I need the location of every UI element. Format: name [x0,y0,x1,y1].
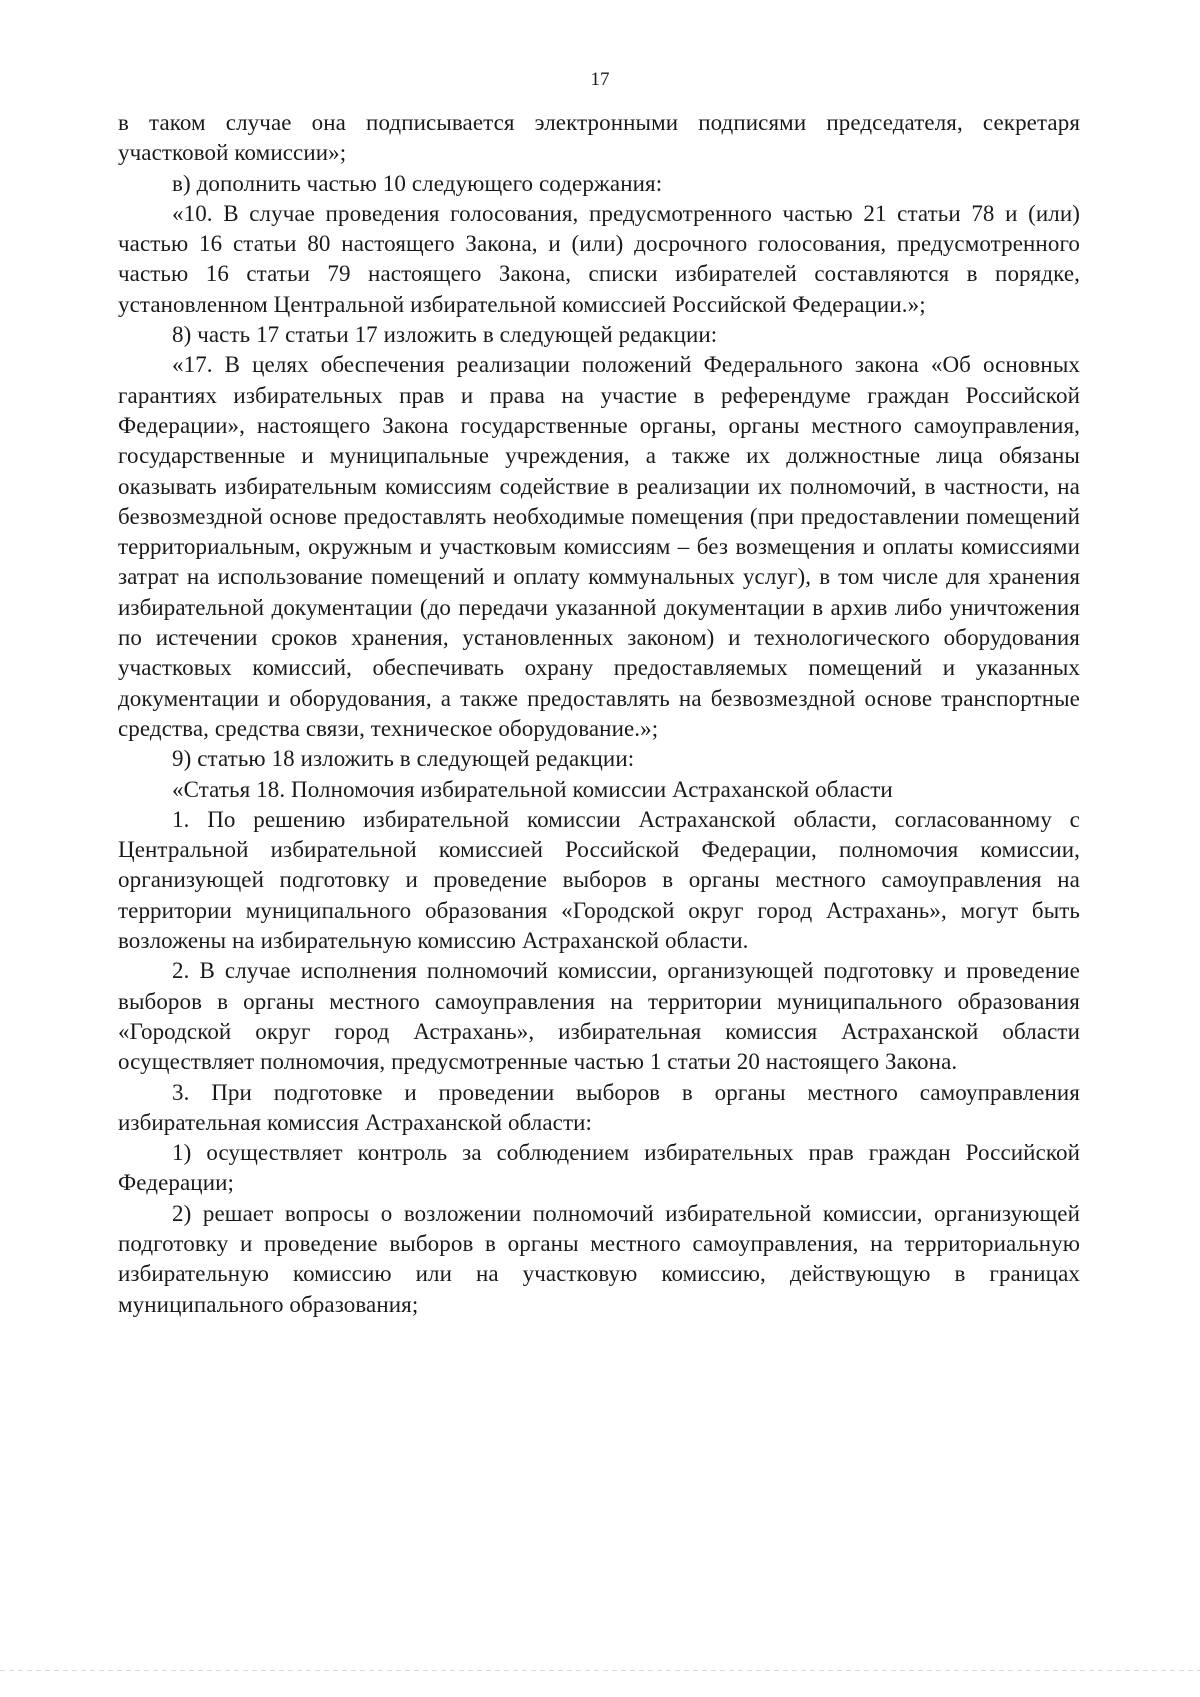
paragraph-item-9: 9) статью 18 изложить в следующей редакции: [172,746,635,772]
paragraph-article-18-part-3: 3. При подготовке и проведении выборов в органы местного самоуправления избирательная комиссия Астраханской области: [118,1079,1080,1135]
paragraph-item-8: 8) часть 17 статьи 17 изложить в следующей редакции: [172,322,718,348]
paragraph-article-18-part-1: 1. По решению избирательной комиссии Астраханской области, согласованному с Центральной избирательной комиссией Российской Федерации, полномочия комиссии, организующей подготовку и проведение выборов в органы местного самоуправления на территории муниципального образования «Городской округ город Астрахань», могут быть возложены на избирательную комиссию Астраханской области. [118,806,1080,954]
paragraph-part-10: «10. В случае проведения голосования, предусмотренного частью 21 статьи 78 и (или) частью 16 статьи 80 настоящего Закона, и (или) досрочного голосования, предусмотренного частью 16 статьи 79 настоящего Закона, списки избирателей составляются в порядке, установленном Центральной избирательной комиссией Российской Федерации.»; [118,200,1080,317]
paragraph-article-18-part-2: 2. В случае исполнения полномочий комиссии, организующей подготовку и проведение выборов в органы местного самоуправления на территории муниципального образования «Городской округ город Астрахань», избирательная комиссия Астраханской области осуществляет полномочия, предусмотренные частью 1 статьи 20 настоящего Закона. [118,958,1080,1075]
paragraph-item-v: в) дополнить частью 10 следующего содержания: [172,170,663,196]
paragraph-subitem-2: 2) решает вопросы о возложении полномочий избирательной комиссии, организующей подготовку и проведение выборов в органы местного самоуправления, на территориальную избирательную комиссию или на участковую комиссию, действующую в границах муниципального образования; [118,1200,1080,1317]
scan-edge-line [0,1670,1200,1671]
page-number: 17 [590,69,610,90]
paragraph-subitem-1: 1) осуществляет контроль за соблюдением избирательных прав граждан Российской Федерации; [118,1140,1080,1196]
document-body [118,108,1080,1320]
article-18-heading: «Статья 18. Полномочия избирательной комиссии Астраханской области [172,776,893,802]
paragraph-continuation: в таком случае она подписывается электронными подписями председателя, секретаря участковой комиссии»; [118,110,1080,166]
paragraph-part-17: «17. В целях обеспечения реализации положений Федерального закона «Об основных гарантиях избирательных прав и права на участие в референдуме граждан Российской Федерации», настоящего Закона государственные органы, органы местного самоуправления, государственные и муниципальные учреждения, а также их должностные лица обязаны оказывать избирательным комиссиям содействие в реализации их полномочий, в частности, на безвозмездной основе предоставлять необходимые помещения (при предоставлении помещений территориальным, окружным и участковым комиссиям – без возмещения и оплаты комиссиями затрат на использование помещений и оплату коммунальных услуг), в том числе для хранения избирательной документации (до передачи указанной документации в архив либо уничтожения по истечении сроков хранения, установленных законом) и технологического оборудования участковых комиссий, обеспечивать охрану предоставляемых помещений и указанных документации и оборудования, а также предоставлять на безвозмездной основе транспортные средства, средства связи, техническое оборудование.»; [118,352,1080,741]
